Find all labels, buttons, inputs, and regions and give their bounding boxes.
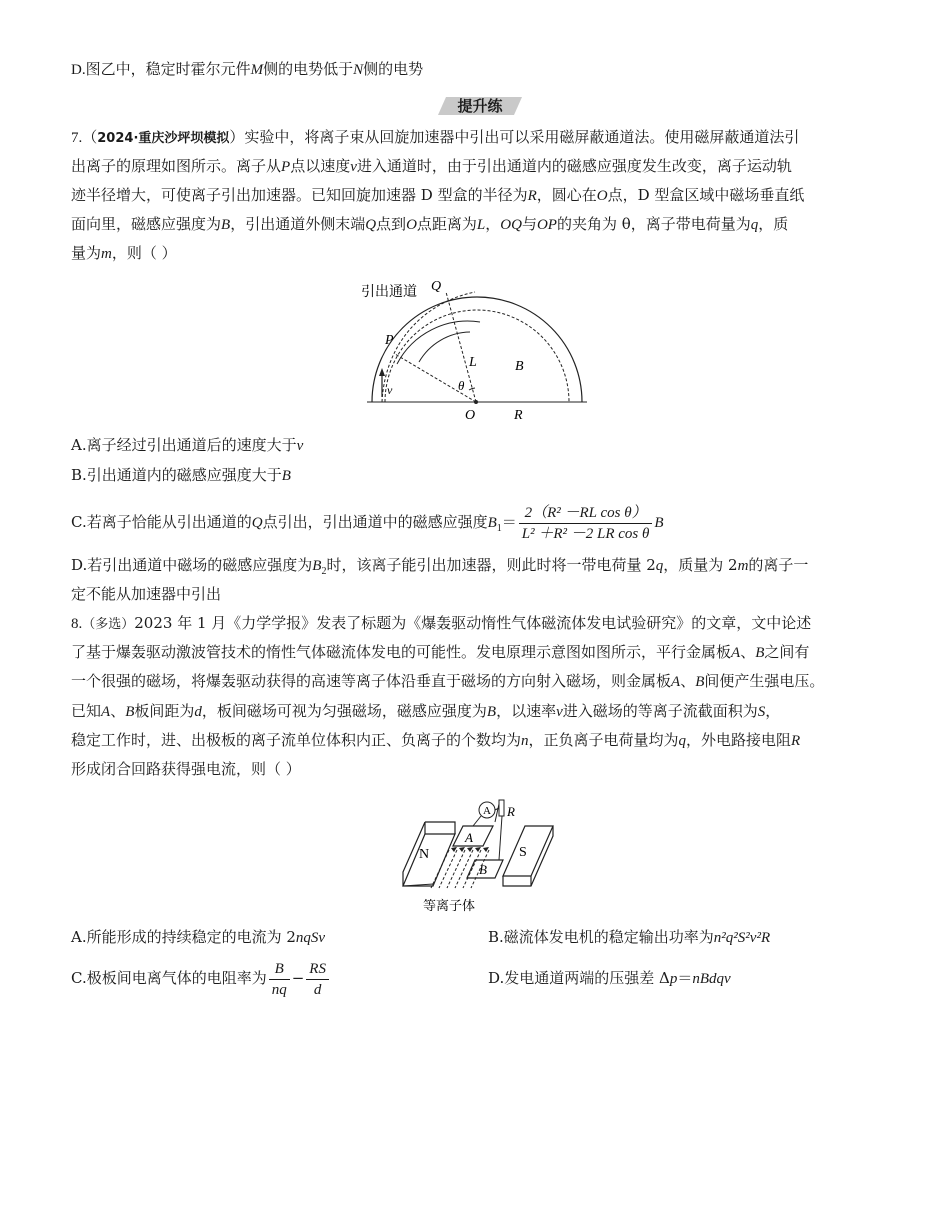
q7-line-5: 量为m，则（ ） [71,244,177,262]
q7-option-b: B.引出通道内的磁感应强度大于B [71,466,291,484]
label-q: Q [431,279,442,294]
d-box-arc [372,297,582,402]
label-channel: 引出通道 [361,285,417,300]
q8-line-2: 了基于爆轰驱动激波管技术的惰性气体磁流体发电的可能性。发电原理示意图如图所示，平行金属板A、B之间有 [71,643,810,661]
label-plasma: 等离子体 [423,898,476,913]
label-p: P [385,333,394,348]
label-theta: θ [458,378,465,393]
velocity-arrow [379,368,385,376]
q7-source: 2024·重庆沙坪坝模拟 [97,131,230,146]
label-s: S [519,845,527,860]
section-banner [438,95,522,117]
q8-option-a: A.所能形成的持续稳定的电流为 2nqSv [71,928,326,946]
label-b: B [479,862,487,877]
q8-option-c: C.极板间电离气体的电阻率为 $\frac{B}{nq}$ − $\frac{RS}{d}$ [71,956,331,1000]
label-r: R [514,408,523,423]
label-b: B [515,359,524,374]
label-o: O [465,408,476,423]
q7-line-1: 7.（2024·重庆沙坪坝模拟）实验中，将离子束从回旋加速器中引出可以采用磁屏蔽通道法。使用磁屏蔽通道法引 [71,128,800,146]
q7-line-4: 面向里，磁感应强度为B，引出通道外侧末端Q点到O点距离为L，OQ与OP的夹角为 θ，离子带电荷量为q，质 [71,215,789,233]
label-l: L [469,355,477,370]
plate-a [453,826,493,846]
q7-line-2: 出离子的原理如图所示。离子从P点以速度v进入通道时，由于引出通道内的磁感应强度发生改变，离子运动轨 [71,157,792,175]
q7-option-c: C.若离子恰能从引出通道的Q点引出，引出通道中的磁感应强度$B_1=$ $\frac{\text{2（R² －RL cos θ）}}{\text{L² ＋R² －2 LR cos θ}}$ B [71,504,664,542]
q8-option-d: D.发电通道两端的压强差 Δp＝nBdqv [488,969,731,987]
q7-figure [355,272,595,424]
q8-figure [395,796,565,918]
prev-option-d: D.图乙中，稳定时霍尔元件M侧的电势低于N侧的电势 [71,60,424,78]
section-title: 提升练 [457,97,503,115]
magnet-s [503,826,553,876]
q8-line-4: 已知A、B板间距为d，板间磁场可视为匀强磁场，磁感应强度为B，以速率v进入磁场的等离子流截面积为S， [71,702,781,720]
label-ammeter: A [483,805,491,817]
label-n: N [419,847,430,862]
q7-option-d-line-2: 定不能从加速器中引出 [71,585,222,603]
q7-option-a: A.离子经过引出通道后的速度大于v [71,436,304,454]
channel-arc [397,321,480,364]
q8-line-6: 形成闭合回路获得强电流，则（ ） [71,760,301,778]
label-r: R [507,804,515,819]
q8-line-3: 一个很强的磁场，将爆轰驱动获得的高速等离子体沿垂直于磁场的方向射入磁场，则金属板A、B间便产生强电压。 [71,672,825,690]
center-dot [474,400,478,404]
label-a: A [465,830,473,845]
q8-line-1: 8.（多选）2023 年 1 月《力学学报》发表了标题为《爆轰驱动惰性气体磁流体发电试验研究》的文章，文中论述 [71,614,812,632]
q7-option-d-line-1: D.若引出通道中磁场的磁感应强度为$B_2$时，该离子能引出加速器，则此时将一带电荷量 2q，质量为 2m的离子一 [71,556,809,577]
q8-option-b: B.磁流体发电机的稳定输出功率为n²q²S²v²R [488,928,771,946]
dashed-arc [385,310,569,402]
resistor [499,800,504,816]
label-v: v [387,383,393,397]
q7-option-c-fraction: $\frac{\text{2（R² －RL cos θ）}}{\text{L² ＋R² －2 LR cos θ}}$ [519,503,653,544]
q8-line-5: 稳定工作时，进、出极板的离子流单位体积内正、负离子的个数均为n，正负离子电荷量均为q，外电路接电阻R [71,731,801,749]
q7-line-3: 迹半径增大，可使离子引出加速器。已知回旋加速器 D 型盒的半径为R，圆心在O点，D 型盒区域中磁场垂直纸 [71,186,805,204]
